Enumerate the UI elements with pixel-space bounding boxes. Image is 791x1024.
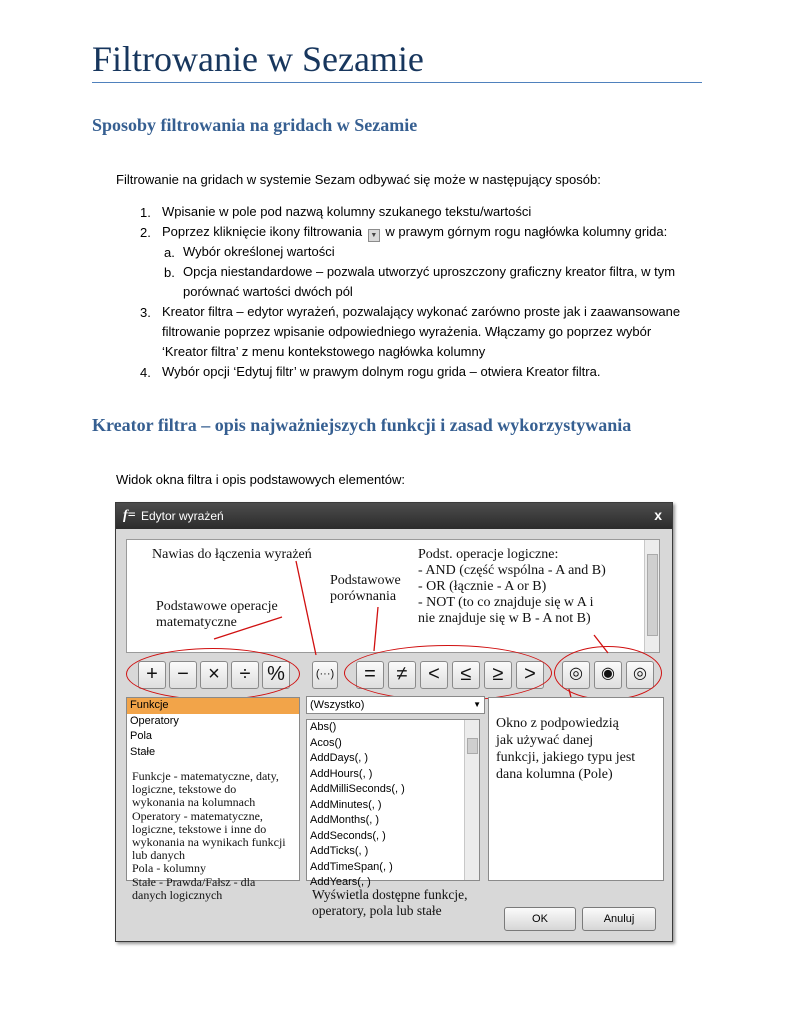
highlight-math <box>126 648 300 700</box>
intro-paragraph: Filtrowanie na gridach w systemie Sezam odbywać się może w następujący sposób: <box>116 172 601 187</box>
multiply-button[interactable]: × <box>200 661 228 689</box>
list-num-3: 3. <box>140 305 151 320</box>
list-item[interactable]: Funkcje <box>127 698 299 714</box>
list-item[interactable]: AddMonths(, ) <box>310 814 380 826</box>
heading-kreator: Kreator filtra – opis najważniejszych funkcji i zasad wykorzystywania <box>92 415 632 435</box>
list-item-3-line3: ‘Kreator filtra’ z menu kontekstowego nagłówka kolumny <box>162 344 486 359</box>
not-button[interactable]: ◎ <box>626 661 654 689</box>
list-item-2-after: w prawym górnym rogu nagłówka kolumny grida: <box>385 224 668 239</box>
list-item[interactable]: AddMinutes(, ) <box>310 798 382 811</box>
plus-button[interactable]: + <box>138 661 166 689</box>
list-item[interactable]: Stałe <box>130 745 156 758</box>
title-rule <box>92 82 702 83</box>
annotation-okno: Okno z podpowiedzią jak używać danej funkcji, jakiego typu jest dana kolumna (Pole) <box>496 716 636 782</box>
list-item[interactable]: AddTimeSpan(, ) <box>310 860 393 873</box>
greater-than-button[interactable]: > <box>516 661 544 689</box>
list-num-1: 1. <box>140 205 151 220</box>
highlight-compare <box>344 645 552 701</box>
annotation-categories: Funkcje - matematyczne, daty, logiczne, tekstowe do wykonania na kolumnach Operatory - matematyczne, logiczne, tekstowe i inne do wykonania na wynikach funkcji lub danych Pola - kolumny Stałe - Prawda/Fałsz - dla danych logicznych <box>132 769 286 902</box>
list-item-2 <box>162 222 667 242</box>
less-than-button[interactable]: < <box>420 661 448 689</box>
equals-button[interactable]: = <box>356 661 384 689</box>
list-item[interactable]: AddMilliSeconds(, ) <box>310 783 405 795</box>
close-button[interactable]: x <box>654 507 662 523</box>
list-item[interactable]: Operatory <box>130 714 179 727</box>
function-icon: f= <box>123 508 136 523</box>
list-item-3-line1: Kreator filtra – edytor wyrażeń, pozwalający wykonać zarówno proste jak i zaawansowane <box>162 304 681 319</box>
chevron-down-icon: ▼ <box>473 700 481 709</box>
annotation-porownania: Podstawowe porównania <box>330 573 401 604</box>
dialog-title: Edytor wyrażeń <box>141 509 224 523</box>
list-num-a: a. <box>164 245 175 260</box>
list-item[interactable]: AddYears(, ) <box>310 876 371 888</box>
cancel-button[interactable]: Anuluj <box>582 907 656 931</box>
divide-button[interactable]: ÷ <box>231 661 259 689</box>
or-button[interactable]: ◉ <box>594 661 622 689</box>
filter-icon: ▼ <box>368 229 380 242</box>
list-item-b-line1: Opcja niestandardowe – pozwala utworzyć uproszczony graficzny kreator filtra, w tym <box>183 264 676 279</box>
annotation-nawias: Nawias do łączenia wyrażeń <box>152 547 312 562</box>
heading-sposoby: Sposoby filtrowania na gridach w Sezamie <box>92 115 418 135</box>
and-button[interactable]: ◎ <box>562 661 590 689</box>
list-num-4: 4. <box>140 365 151 380</box>
list-item[interactable]: Acos() <box>310 736 342 749</box>
ok-button[interactable]: OK <box>504 907 576 931</box>
list-item[interactable]: Pola <box>130 730 153 742</box>
annotation-wyswietla: Wyświetla dostępne funkcje, operatory, pola lub stałe <box>312 887 468 918</box>
list-item[interactable]: AddDays(, ) <box>310 752 369 764</box>
list-item-b-line2: porównać wartości dwóch pól <box>183 284 353 299</box>
annotation-logiczne: Podst. operacje logiczne: - AND (część wspólna - A and B) - OR (łącznie - A or B) - NOT (to co znajduje się w A i nie znajduje się w B - A not B) <box>418 547 606 626</box>
parentheses-button[interactable]: (···) <box>312 661 338 689</box>
list-item[interactable]: AddHours(, ) <box>310 767 373 780</box>
highlight-logic <box>554 646 662 700</box>
greater-equal-button[interactable]: ≥ <box>484 661 512 689</box>
list-item-1: Wpisanie w pole pod nazwą kolumny szukanego tekstu/wartości <box>162 204 532 219</box>
widok-paragraph: Widok okna filtra i opis podstawowych elementów: <box>116 472 406 487</box>
list-item-a: Wybór określonej wartości <box>183 244 335 259</box>
expression-editor-dialog <box>115 502 673 942</box>
minus-button[interactable]: − <box>169 661 197 689</box>
not-equals-button[interactable]: ≠ <box>388 661 416 689</box>
filter-combo[interactable]: (Wszystko) ▼ <box>306 696 485 714</box>
list-item-2-before: Poprzez kliknięcie ikony filtrowania <box>162 224 363 239</box>
list-item[interactable]: AddTicks(, ) <box>310 845 369 857</box>
function-list[interactable] <box>306 719 480 888</box>
modulo-button[interactable]: % <box>262 661 290 689</box>
list-item[interactable]: AddSeconds(, ) <box>310 829 386 842</box>
annotation-matematyczne: Podstawowe operacje matematyczne <box>156 599 278 630</box>
list-item[interactable]: Abs() <box>310 721 337 733</box>
list-num-b: b. <box>164 265 175 280</box>
page-title: Filtrowanie w Sezamie <box>92 39 424 79</box>
function-list-scrollbar[interactable] <box>464 720 479 880</box>
list-item-3-line2: filtrowanie poprzez wpisanie odpowiedniego wyrażenia. Włączamy go poprzez wybór <box>162 324 652 339</box>
less-equal-button[interactable]: ≤ <box>452 661 480 689</box>
list-item-4: Wybór opcji ‘Edytuj filtr’ w prawym dolnym rogu grida – otwiera Kreator filtra. <box>162 364 601 379</box>
list-num-2: 2. <box>140 225 151 240</box>
